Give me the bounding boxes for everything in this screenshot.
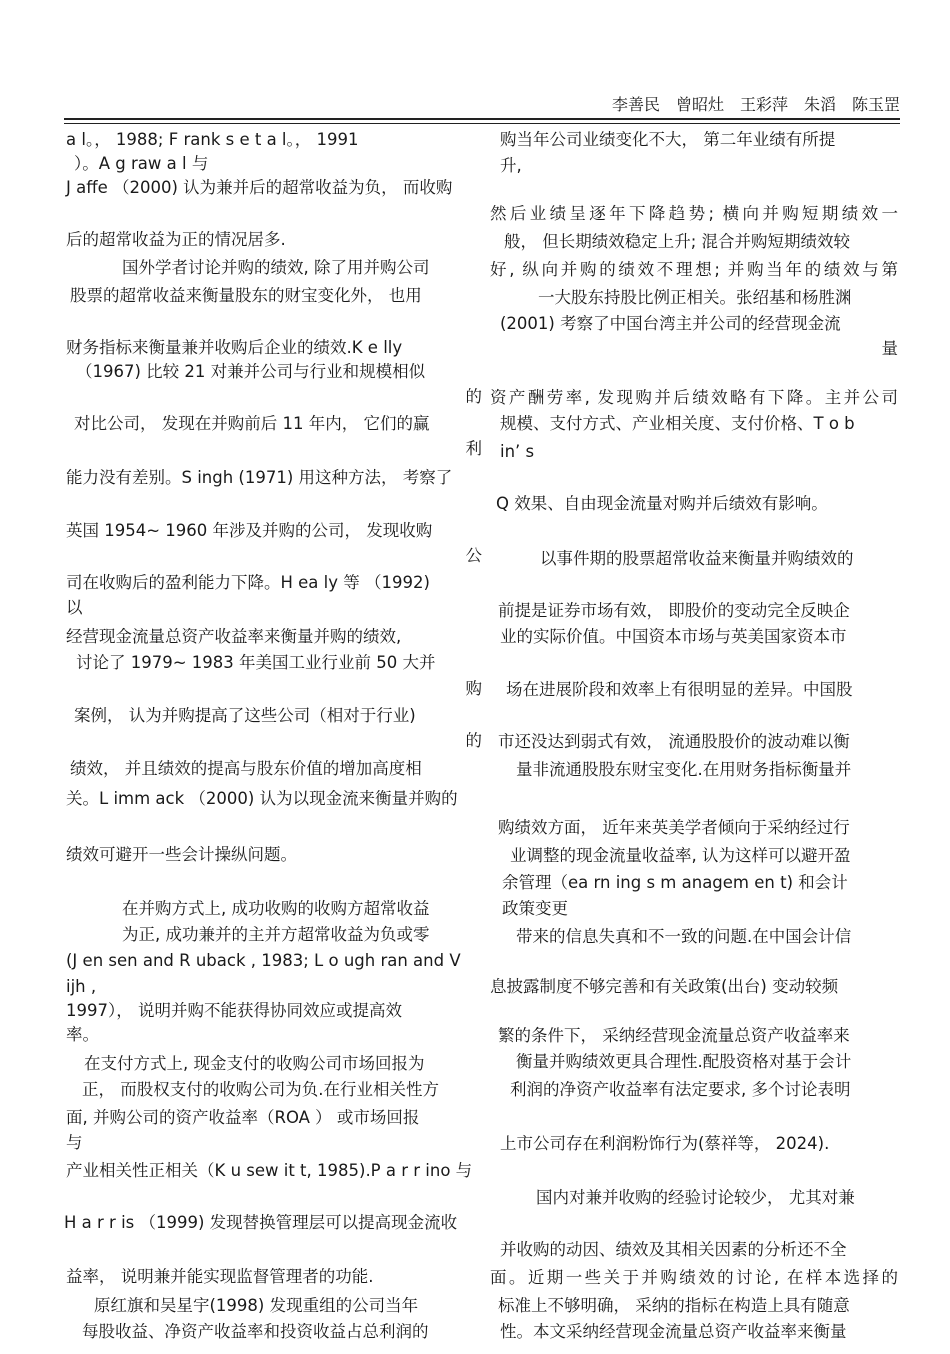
text-line: 以事件期的股票超常收益来衡量并购绩效的 bbox=[540, 549, 854, 568]
text-line: a l。， 1988; F rank s e t a l。， 1991 bbox=[66, 130, 359, 149]
text-line: 并收购的动因、绩效及其相关因素的分析还不全 bbox=[500, 1240, 847, 1259]
text-line: 量 bbox=[881, 339, 898, 358]
text-line: 购 bbox=[465, 679, 482, 698]
text-line: 率。 bbox=[66, 1025, 99, 1044]
text-line: 前提是证券市场有效， 即股价的变动完全反映企 bbox=[498, 601, 850, 620]
text-line: 利润的净资产收益率有法定要求, 多个讨论表明 bbox=[510, 1080, 851, 1099]
text-line: J affe （2000) 认为兼并后的超常收益为负， 而收购 bbox=[66, 178, 453, 197]
text-line: 利 bbox=[465, 439, 482, 458]
header-rule-thin bbox=[64, 123, 900, 124]
text-line: 息披露制度不够完善和有关政策(出台) 变动较频 bbox=[490, 977, 839, 996]
text-line: 然后业绩呈逐年下降趋势; 横向并购短期绩效一 bbox=[490, 204, 898, 223]
text-line: in’ s bbox=[500, 442, 535, 461]
text-line: 财务指标来衡量兼并收购后企业的绩效.K e lly bbox=[66, 338, 403, 357]
text-line: 业的实际价值。中国资本市场与英美国家资本市 bbox=[500, 627, 847, 646]
text-line: 经营现金流量总资产收益率来衡量并购的绩效, bbox=[66, 627, 402, 646]
text-line: 带来的信息失真和不一致的问题.在中国会计信 bbox=[516, 927, 852, 946]
text-line: 面。近期一些关于并购绩效的讨论, 在样本选择的 bbox=[490, 1268, 898, 1287]
text-line: 繁的条件下， 采纳经营现金流量总资产收益率来 bbox=[498, 1026, 850, 1045]
text-line: 产业相关性正相关（K u sew it t, 1985).P a r r ino 与 bbox=[66, 1161, 473, 1180]
text-line: 在支付方式上, 现金支付的收购公司市场回报为 bbox=[84, 1054, 425, 1073]
text-line: 后的超常收益为正的情况居多. bbox=[66, 230, 286, 249]
text-line: 标准上不够明确， 采纳的指标在构造上具有随意 bbox=[498, 1296, 850, 1315]
text-line: 般， 但长期绩效稳定上升; 混合并购短期绩效较 bbox=[504, 232, 851, 251]
text-line: Q 效果、自由现金流量对购并后绩效有影响。 bbox=[496, 494, 828, 513]
text-line: 余管理（ea rn ing s m anagem en t) 和会计 bbox=[502, 873, 848, 892]
header-rule-thick bbox=[64, 118, 900, 120]
text-line: 案例， 认为并购提高了这些公司（相对于行业) bbox=[74, 706, 416, 725]
text-line: 国内对兼并收购的经验讨论较少， 尤其对兼 bbox=[536, 1188, 855, 1207]
text-line: 正， 而股权支付的收购公司为负.在行业相关性方 bbox=[82, 1080, 439, 1099]
text-line: 股票的超常收益来衡量股东的财宝变化外， 也用 bbox=[70, 286, 422, 305]
text-line: 的 bbox=[465, 731, 482, 750]
text-line: 面, 并购公司的资产收益率（ROA ） 或市场回报 bbox=[66, 1108, 420, 1127]
text-line: 上市公司存在利润粉饰行为(蔡祥等， 2024). bbox=[500, 1134, 830, 1153]
text-line: H a r r is （1999) 发现替换管理层可以提高现金流收 bbox=[64, 1213, 458, 1232]
text-line: 以 bbox=[66, 598, 83, 617]
text-line: 的 bbox=[465, 387, 482, 406]
text-line: 绩效， 并且绩效的提高与股东价值的增加高度相 bbox=[70, 759, 422, 778]
text-line: 公 bbox=[465, 546, 482, 565]
text-line: 资产酬劳率, 发现购并后绩效略有下降。主并公司 bbox=[490, 388, 898, 407]
text-line: 一大股东持股比例正相关。张绍基和杨胜渊 bbox=[538, 288, 852, 307]
text-line: 英国 1954~ 1960 年涉及并购的公司， 发现收购 bbox=[66, 521, 433, 540]
text-line: 业调整的现金流量收益率, 认为这样可以避开盈 bbox=[510, 846, 851, 865]
text-line: 原红旗和吴星宇(1998) 发现重组的公司当年 bbox=[94, 1296, 419, 1315]
text-line: (J en sen and R uback , 1983; L o ugh ran and V ijh , bbox=[66, 951, 461, 996]
text-line: 对比公司， 发现在并购前后 11 年内， 它们的赢 bbox=[74, 414, 430, 433]
text-line: 升, bbox=[500, 156, 522, 175]
text-line: 绩效可避开一些会计操纵问题。 bbox=[66, 845, 297, 864]
text-line: (2001) 考察了中国台湾主并公司的经营现金流 bbox=[500, 314, 841, 333]
text-line: 益率， 说明兼并能实现监督管理者的功能. bbox=[66, 1267, 374, 1286]
text-line: 性。本文采纳经营现金流量总资产收益率来衡量 bbox=[500, 1322, 847, 1341]
text-line: 购绩效方面， 近年来英美学者倾向于采纳经过行 bbox=[498, 818, 850, 837]
text-line: 场在进展阶段和效率上有很明显的差异。中国股 bbox=[506, 680, 853, 699]
text-line: 能力没有差别。S ingh (1971) 用这种方法， 考察了 bbox=[66, 468, 453, 487]
text-line: 量非流通股股东财宝变化.在用财务指标衡量并 bbox=[516, 760, 852, 779]
text-line: （1967) 比较 21 对兼并公司与行业和规模相似 bbox=[76, 362, 426, 381]
text-line: 每股收益、净资产收益率和投资收益占总利润的 bbox=[82, 1322, 429, 1341]
text-line: 政策变更 bbox=[502, 899, 568, 918]
text-line: 在并购方式上, 成功收购的收购方超常收益 bbox=[122, 899, 430, 918]
text-line: ）。A g raw a l 与 bbox=[74, 154, 209, 173]
text-line: 讨论了 1979~ 1983 年美国工业行业前 50 大并 bbox=[76, 653, 436, 672]
text-line: 为正, 成功兼并的主并方超常收益为负或零 bbox=[122, 925, 430, 944]
text-line: 好, 纵向并购的绩效不理想; 并购当年的绩效与第 bbox=[490, 260, 898, 279]
text-line: 规模、支付方式、产业相关度、支付价格、T o b bbox=[500, 414, 855, 433]
text-line: 市还没达到弱式有效， 流通股股价的波动难以衡 bbox=[498, 732, 850, 751]
text-line: 1997）， 说明并购不能获得协同效应或提高效 bbox=[66, 1001, 402, 1020]
text-line: 购当年公司业绩变化不大， 第二年业绩有所提 bbox=[500, 130, 836, 149]
text-line: 关。L imm ack （2000) 认为以现金流来衡量并购的 bbox=[66, 789, 458, 808]
text-line: 司在收购后的盈利能力下降。H ea ly 等 （1992) bbox=[66, 573, 430, 592]
text-line: 国外学者讨论并购的绩效, 除了用并购公司 bbox=[122, 258, 430, 277]
text-line: 衡量并购绩效更具合理性.配股资格对基于会计 bbox=[516, 1052, 852, 1071]
text-line: 与 bbox=[66, 1133, 83, 1152]
running-header-authors: 李善民 曾昭灶 王彩萍 朱滔 陈玉罡 bbox=[611, 95, 900, 114]
